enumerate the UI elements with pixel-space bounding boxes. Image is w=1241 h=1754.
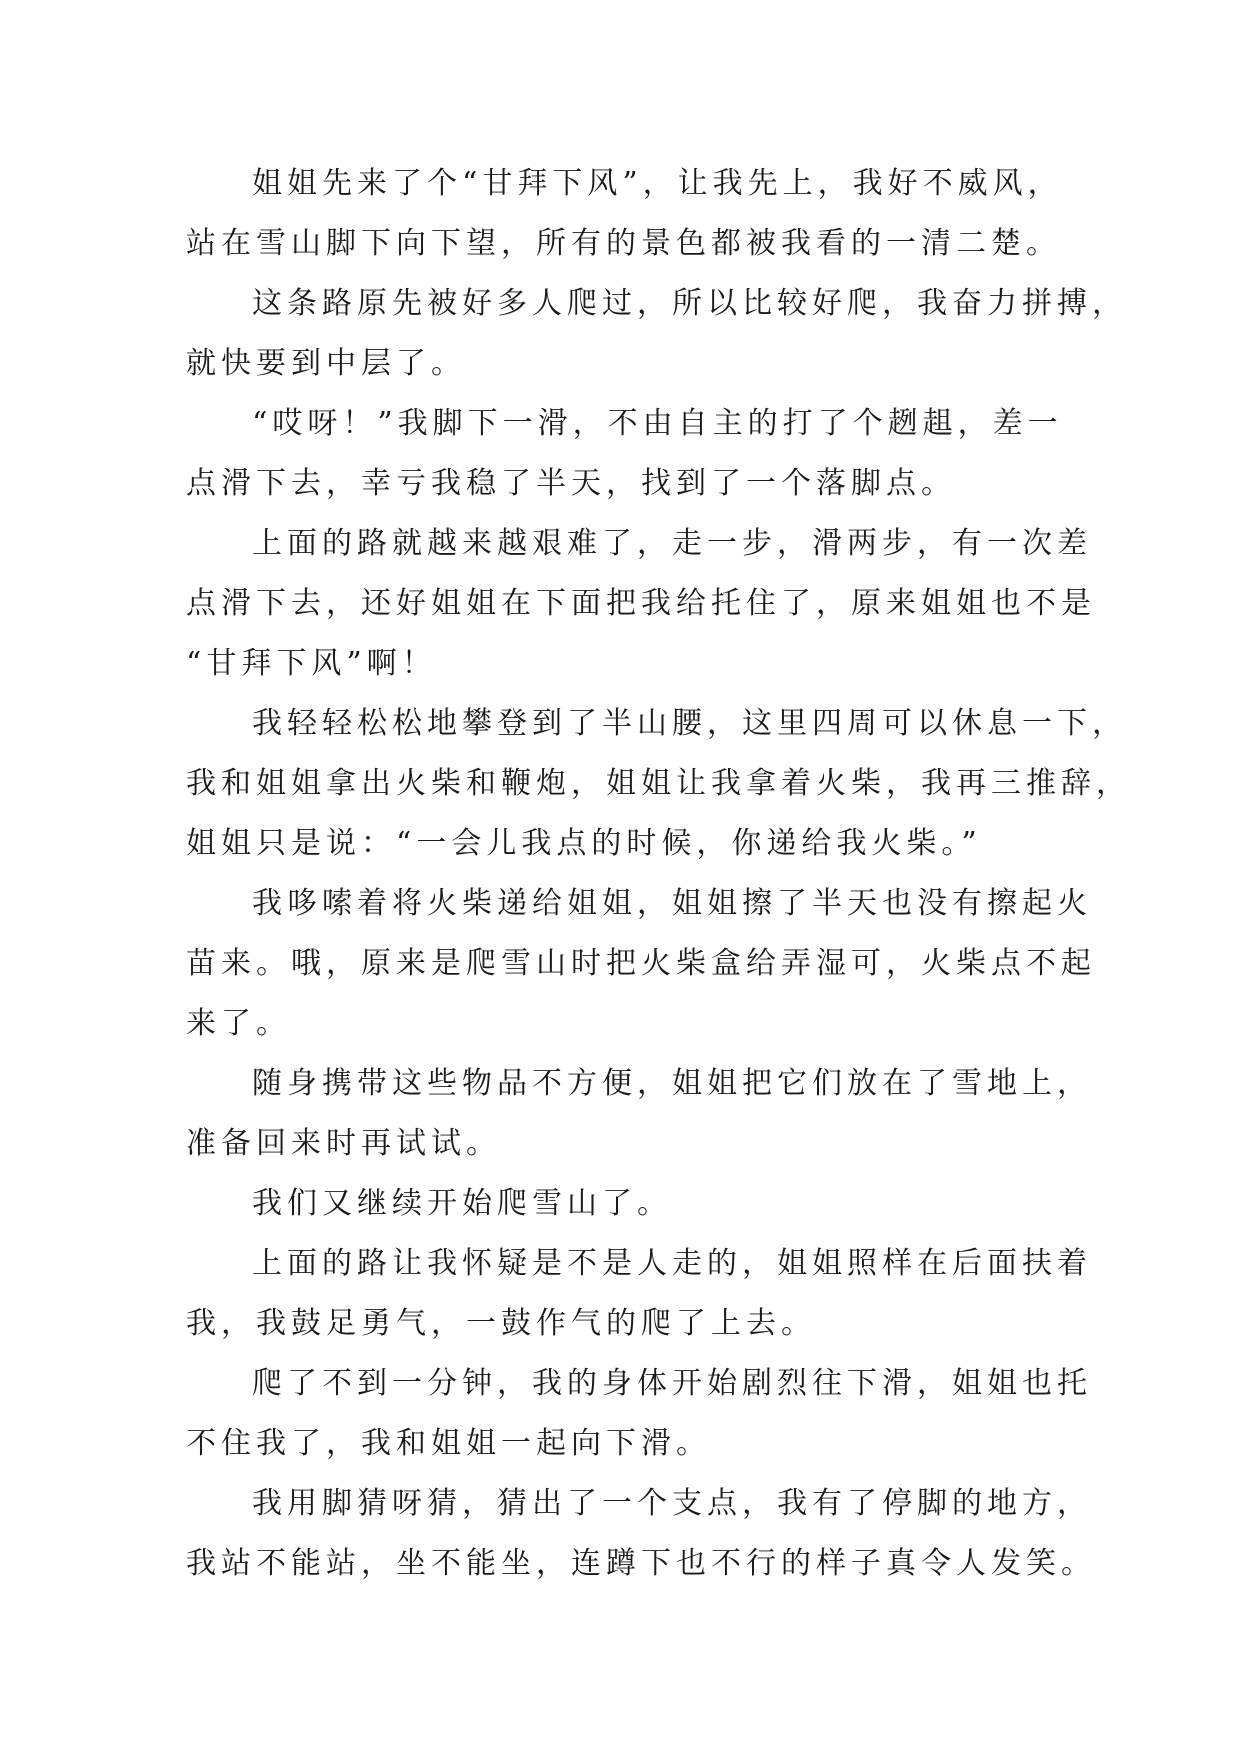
text-line: “甘拜下风”啊！ [186, 646, 437, 681]
text-line: 我轻轻松松地攀登到了半山腰，这里四周可以休息一下， [252, 706, 1127, 741]
text-line: 不住我了，我和姐姐一起向下滑。 [186, 1426, 711, 1461]
text-line: 我站不能站，坐不能坐，连蹲下也不行的样子真令人发笑。 [186, 1546, 1096, 1581]
text-line: “哎呀！”我脚下一滑，不由自主的打了个趔趄，差一 [252, 406, 1063, 441]
text-line: 站在雪山脚下向下望，所有的景色都被我看的一清二楚。 [186, 226, 1061, 261]
text-line: 来了。 [186, 1006, 291, 1041]
text-line: 点滑下去，幸亏我稳了半天，找到了一个落脚点。 [186, 466, 956, 501]
text-line: 我，我鼓足勇气，一鼓作气的爬了上去。 [186, 1306, 816, 1341]
text-line: 准备回来时再试试。 [186, 1126, 501, 1161]
text-line: 随身携带这些物品不方便，姐姐把它们放在了雪地上， [252, 1066, 1092, 1101]
text-line: 点滑下去，还好姐姐在下面把我给托住了，原来姐姐也不是 [186, 586, 1096, 621]
text-line: 爬了不到一分钟，我的身体开始剧烈往下滑，姐姐也托 [252, 1366, 1092, 1401]
text-line: 上面的路就越来越艰难了，走一步，滑两步，有一次差 [252, 526, 1092, 561]
text-line: 我和姐姐拿出火柴和鞭炮，姐姐让我拿着火柴，我再三推辞， [186, 766, 1131, 801]
text-line: 我们又继续开始爬雪山了。 [252, 1186, 672, 1221]
text-line: 姐姐只是说：“一会儿我点的时候，你递给我火柴。” [186, 826, 982, 861]
text-line: 苗来。哦，原来是爬雪山时把火柴盒给弄湿可，火柴点不起 [186, 946, 1096, 981]
text-line: 这条路原先被好多人爬过，所以比较好爬，我奋力拼搏， [252, 286, 1127, 321]
text-line: 上面的路让我怀疑是不是人走的，姐姐照样在后面扶着 [252, 1246, 1092, 1281]
text-line: 姐姐先来了个“甘拜下风”，让我先上，我好不威风， [252, 166, 1063, 201]
essay-body [186, 154, 1131, 1594]
text-line: 就快要到中层了。 [186, 346, 466, 381]
text-line: 我用脚猜呀猜，猜出了一个支点，我有了停脚的地方， [252, 1486, 1092, 1521]
text-line: 我哆嗦着将火柴递给姐姐，姐姐擦了半天也没有擦起火 [252, 886, 1092, 921]
